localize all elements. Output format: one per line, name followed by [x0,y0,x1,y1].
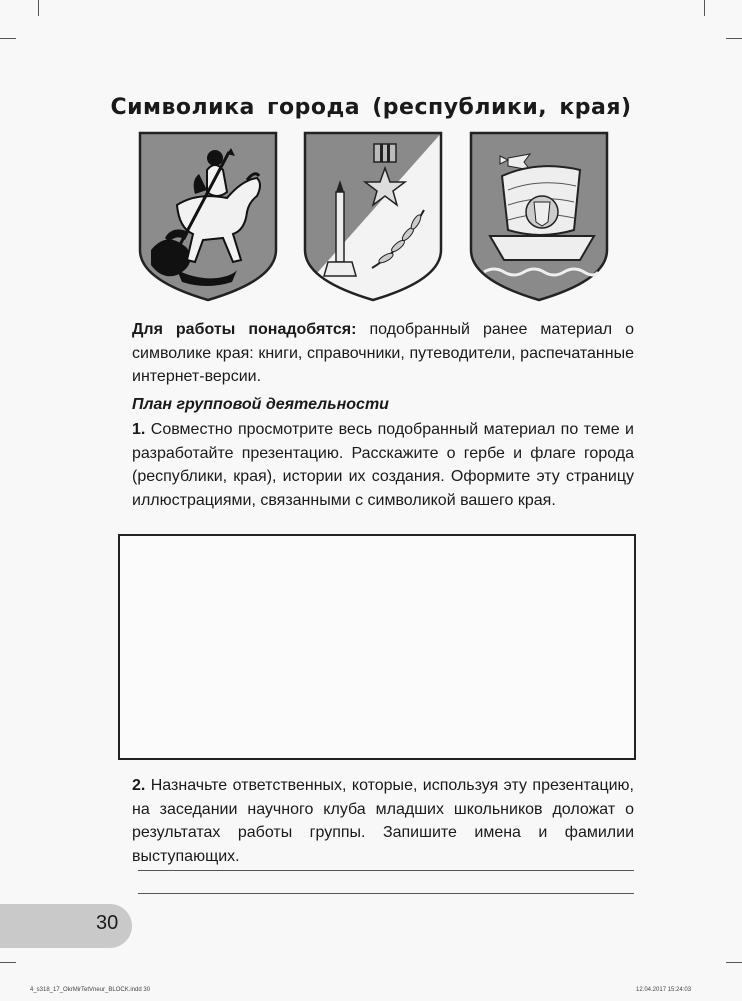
crop-mark [0,962,16,963]
materials-text: подобранный ранее материал о символике края: книги, справочники, путеводители, распечатанные интернет-версии. [132,321,634,385]
task-2 [132,774,634,868]
task-1-text: Совместно просмотрите весь подобранный материал по теме и разработайте презентацию. Расскажите о гербе и флаге города (республики, края), истории их создания. Оформите эту страницу иллюстрациями, связанными с символикой вашего края. [132,421,634,509]
footer-date: 12.04.2017 15:24:03 [636,987,692,993]
materials-paragraph [132,318,634,389]
kaliningrad-emblem-image [468,130,610,302]
materials-label: Для работы понадобятся: [132,321,357,338]
task-2-text: Назначьте ответственных, которые, используя эту презентацию, на заседании научного клуба младших школьников доложат о результатах работы группы. Запишите имена и фамилии выступающих. [132,777,634,865]
crop-mark [704,0,705,16]
moscow-emblem-image [137,130,279,302]
task-2-number: 2. [132,777,146,794]
plan-heading: План групповой деятельности [132,396,389,413]
page-title: Символика города (республики, края) [110,94,632,120]
task-1-number: 1. [132,421,146,438]
crop-mark [0,38,16,39]
crop-mark [38,0,39,16]
crop-mark [726,38,742,39]
answer-line[interactable] [138,893,634,894]
sevastopol-emblem-image [302,130,444,302]
task-1 [132,418,634,512]
footer-file: 4_s318_17_OkrMirTetVneur_BLOCK.indd 30 [30,987,151,993]
page-number: 30 [96,912,119,934]
answer-line[interactable] [138,870,634,871]
crop-mark [726,962,742,963]
illustration-area[interactable] [118,534,636,760]
